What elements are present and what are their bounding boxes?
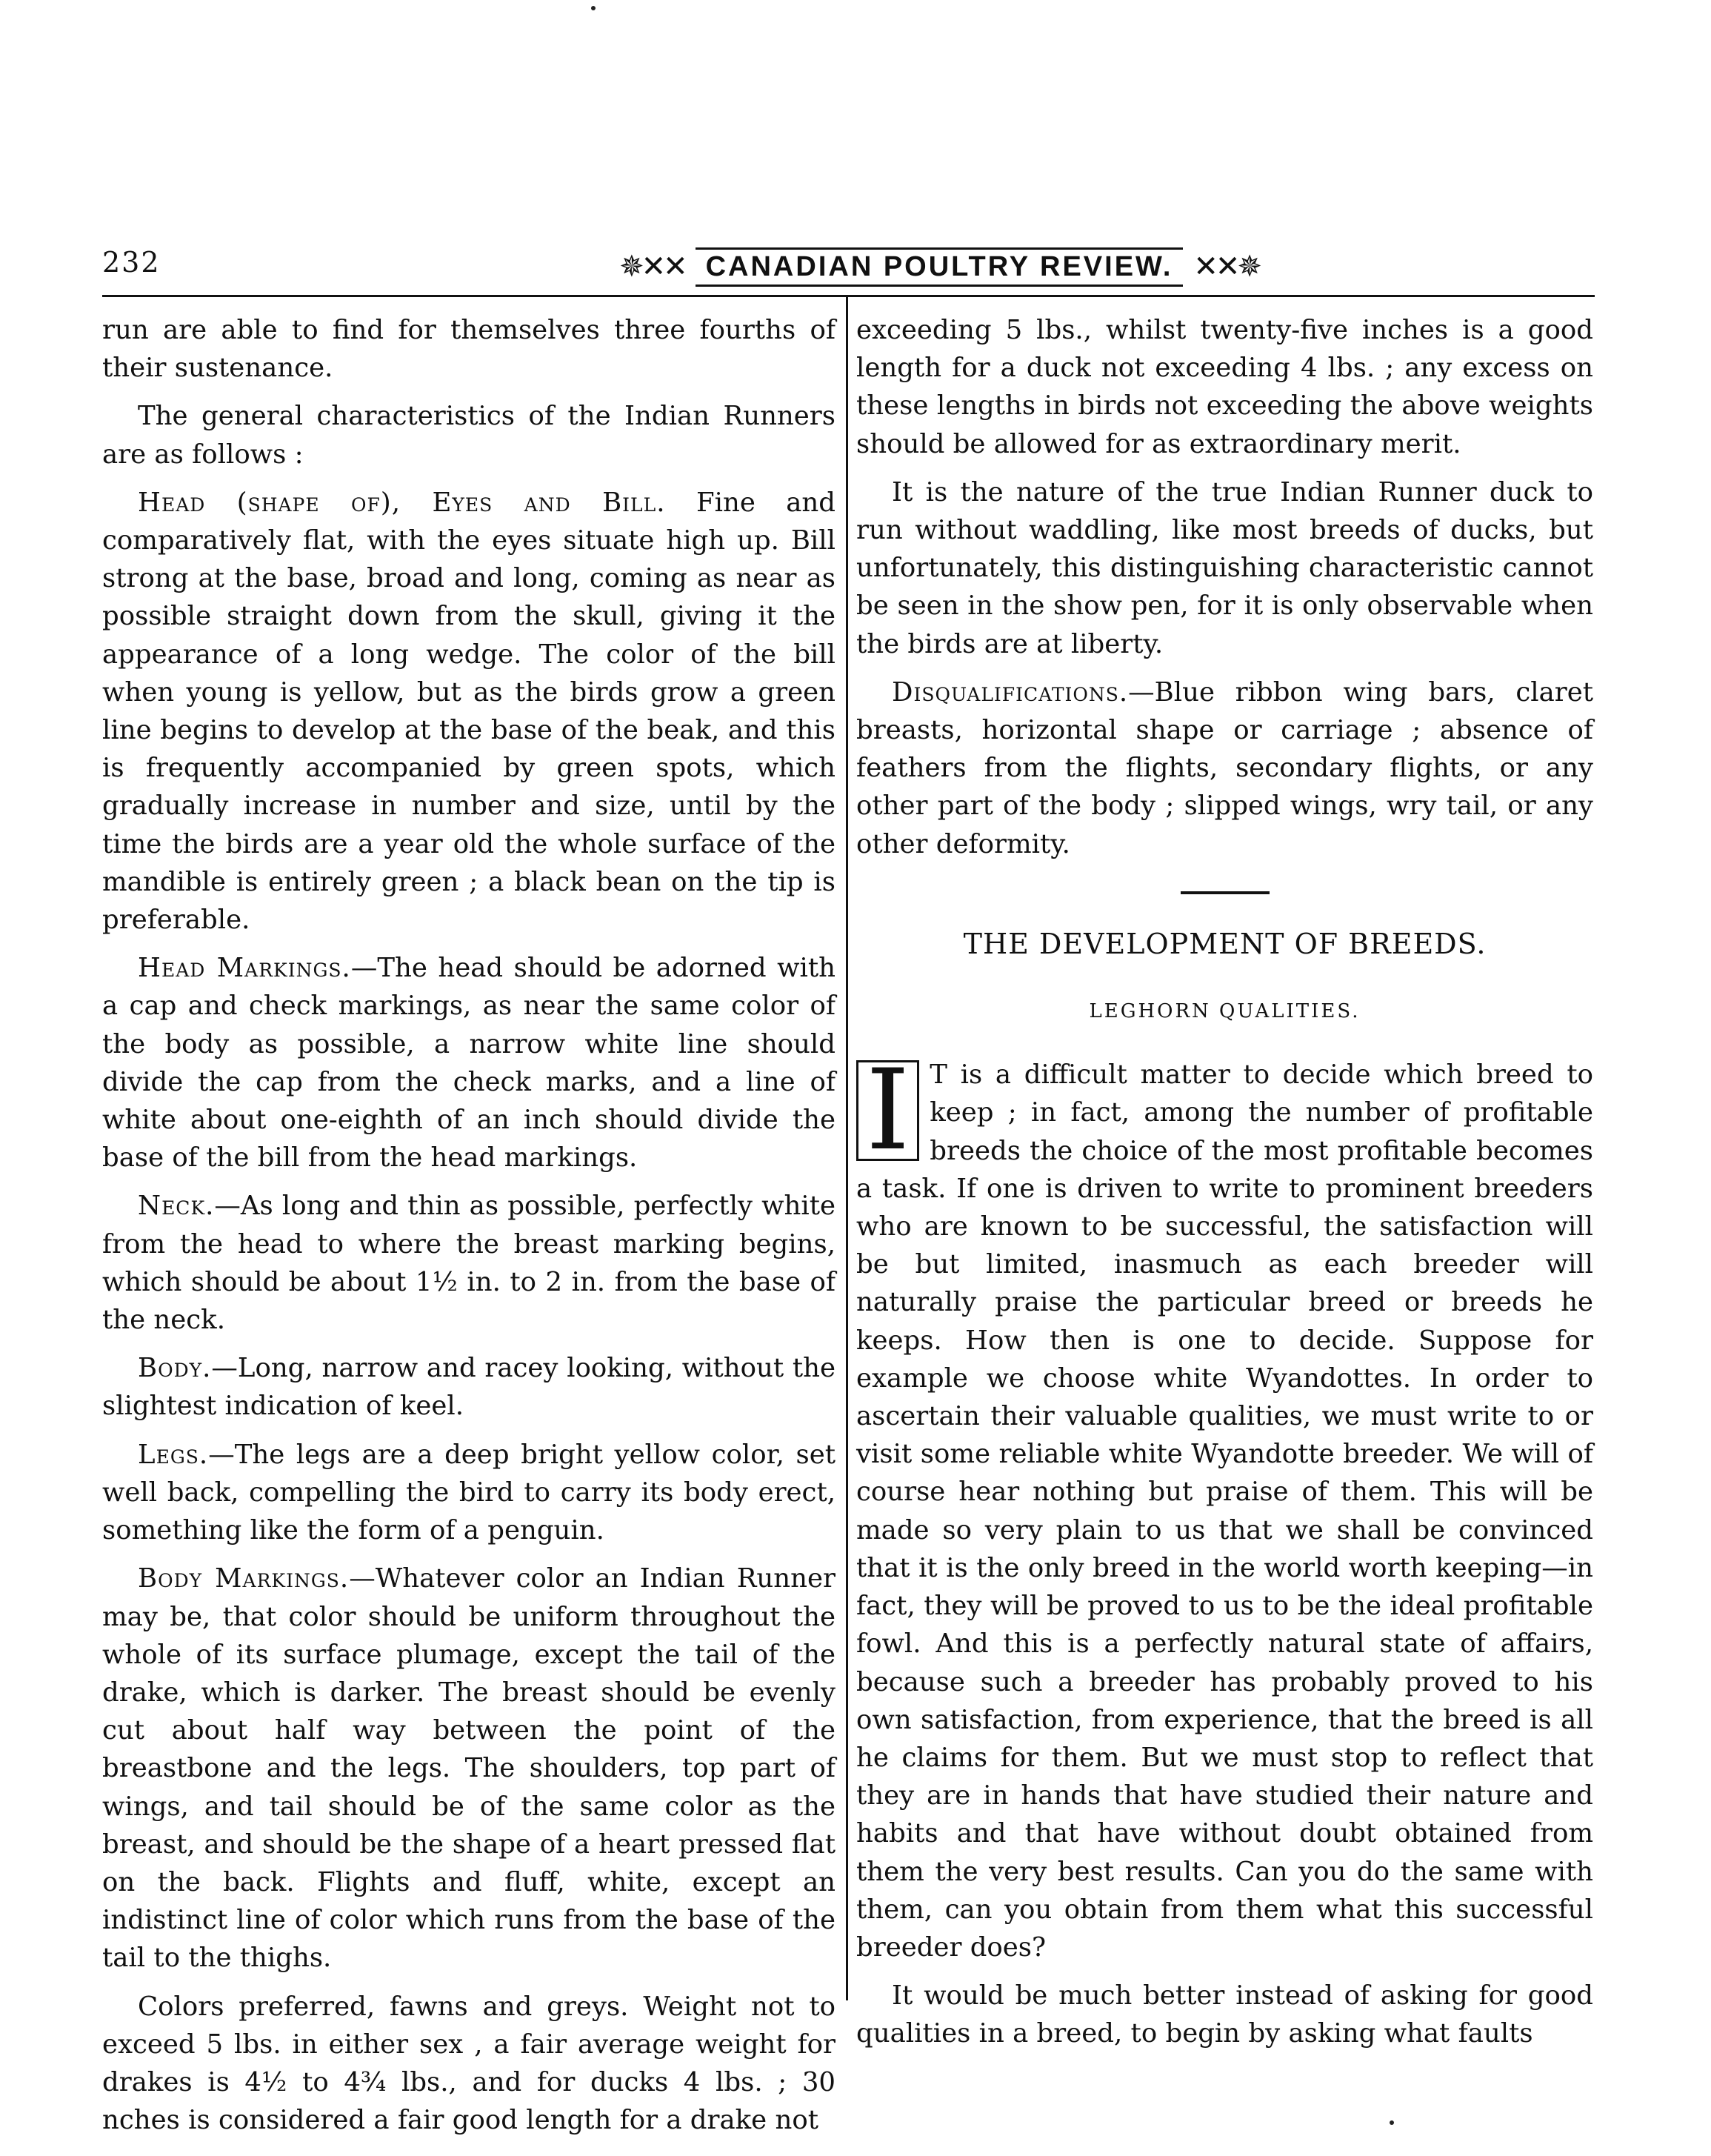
article-lead-paragraph [856,1046,1593,1966]
article-subtitle: LEGHORN QUALITIES. [1089,1000,1361,1023]
section-label: Legs. [138,1439,209,1470]
masthead-ornament-left: ✵✕✕ [619,250,685,284]
column-divider [846,296,848,2000]
section-body [102,1349,836,1425]
masthead-ornament-right: ✕✕✵ [1193,250,1259,284]
section-label: Disqualifications. [892,676,1129,708]
paragraph: Colors preferred, fawns and greys. Weight not to exceed 5 lbs. in either sex , a fair average weight for drakes is 4½ to 4¾ lbs., and for ducks 4 lbs. ; 30 nches is considered a fair good length for a drake not [102,1991,836,2136]
article-title: THE DEVELOPMENT OF BREEDS. [963,927,1487,960]
section-text: —Blue ribbon wing bars, claret breasts, horizontal shape or carriage ; absence of feathers from the flights, secondary flights, or any other part of the body ; slipped wings, wry tail, or any other deformity. [856,676,1593,859]
section-legs [102,1436,836,1550]
paragraph: run are able to find for themselves three fourths of their sustenance. [102,315,836,384]
paragraph: The general characteristics of the Indian Runners are as follows : [102,401,836,470]
section-body-markings [102,1560,836,1977]
section-text: —The legs are a deep bright yellow color, set well back, compelling the bird to carry its body erect, something like the form of a penguin. [102,1439,836,1546]
section-neck [102,1187,836,1339]
section-divider [1181,891,1270,894]
page-header [102,237,1595,296]
section-label: Head Markings. [138,953,351,984]
left-column [102,311,836,2149]
section-text: —As long and thin as possible, perfectly white from the head to where the breast marking begins, which should be about 1½ in. to 2 in. from the base of the neck. [102,1191,836,1336]
paragraph: It would be much better instead of asking for good qualities in a breed, to begin by asking what faults [856,1980,1593,2049]
masthead [576,237,1302,296]
paragraph: exceeding 5 lbs., whilst twenty-five inches is a good length for a duck not exceeding 4 lbs. ; any excess on these lengths in birds not exceeding the above weights should be allowed for as extraordinary merit. [856,315,1593,459]
section-text: —The head should be adorned with a cap and check markings, as near the same color of the body as possible, a narrow white line should divide the cap from the check marks, and a line of white about one-eighth of an inch should divide the base of the bill from the head markings. [102,953,836,1174]
section-label: Head (shape of), Eyes and Bill. [138,487,666,518]
section-label: Body. [138,1353,212,1384]
page-number: 232 [102,246,161,279]
section-label: Neck. [138,1191,215,1222]
section-disqualifications [856,673,1593,863]
drop-cap: I [856,1060,919,1161]
section-text: Fine and comparatively flat, with the eyes situate high up. Bill strong at the base, broad and long, coming as near as possible straight down from the skull, giving it the appearance of a long wedge. The color of the bill when young is yellow, but as the birds grow a green line begins to develop at the base of the beak, and this is frequently accompanied by green spots, which gradually increase in number and size, until by the time the birds are a year old the whole surface of the mandible is entirely green ; a black bean on the tip is preferable. [102,487,836,936]
masthead-title: CANADIAN POULTRY REVIEW. [696,247,1184,287]
print-speck [591,6,596,10]
section-text: —Whatever color an Indian Runner may be, that color should be uniform throughout the whole of its surface plumage, except the tail of the drake, which is darker. The breast should be evenly cut about half way between the point of the breastbone and the legs. The shoulders, top part of wings, and tail should be of the same color as the breast, and should be the shape of a heart pressed flat on the back. Flights and fluff, white, except an indistinct line of color which runs from the base of the tail to the thighs. [102,1563,836,1974]
header-rule [102,295,1595,297]
paragraph: It is the nature of the true Indian Runner duck to run without waddling, like most breeds of ducks, but unfortunately, this distinguishing characteristic cannot be seen in the show pen, for it is only observable when the birds are at liberty. [856,476,1593,659]
lead-text: T is a difficult matter to decide which breed to keep ; in fact, among the number of profitable breeds the choice of the most profitable becomes a task. If one is driven to write to prominent breeders who are known to be successful, the satisfaction will be but limited, inasmuch as each breeder will naturally praise the particular breed or breeds he keeps. How then is one to decide. Suppose for example we choose white Wyandottes. In order to ascertain their valuable qualities, we must write to or visit some reliable white Wyandotte breeder. We will of course hear nothing but praise of them. This will be made so very plain to us that we shall be convinced that it is the only breed in the world worth keeping—in fact, they will be proved to us to be the ideal profitable fowl. And this is a perfectly natural state of affairs, because such a breeder has probably proved to his own satisfaction, from experience, that the breed is all he claims for them. But we must stop to reflect that they are in hands that have studied their nature and habits and that have without doubt obtained from them the very best results. Can you do the same with them, can you obtain from them what this successful breeder does? [856,1059,1593,1963]
print-speck [1390,2120,1394,2125]
right-column [856,311,1593,2063]
section-head-markings [102,949,836,1177]
section-text: —Long, narrow and racey looking, without the slightest indication of keel. [102,1353,836,1422]
section-head [102,484,836,939]
section-label: Body Markings. [138,1563,350,1594]
